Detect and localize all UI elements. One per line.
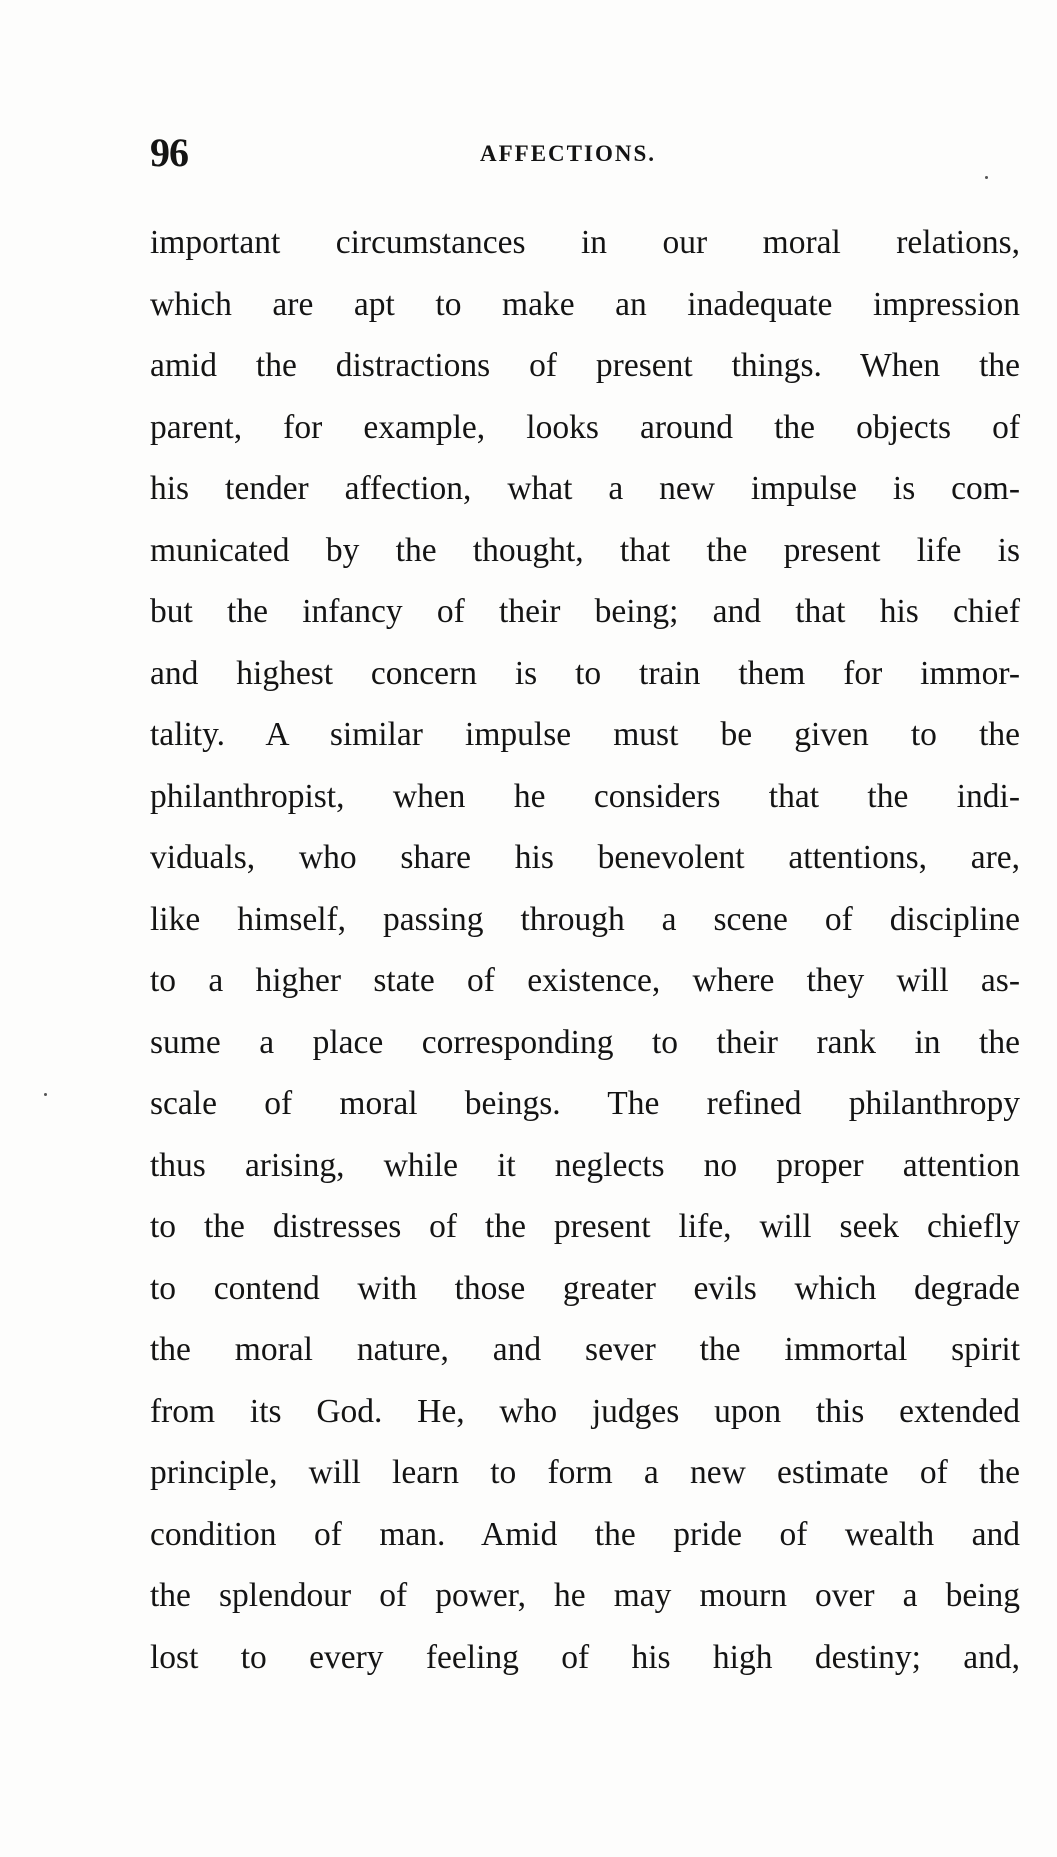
running-head: AFFECTIONS. [480,141,656,166]
text-line: like himself, passing through a scene of discipline [150,900,1020,938]
text-line: to contend with those greater evils which degrade [150,1269,1020,1307]
text-line: important circumstances in our moral relations, [150,224,1020,261]
text-line: lost to every feeling of his high destiny; and, [150,1638,1020,1676]
text-line: sume a place corresponding to their rank in the [150,1023,1020,1061]
page-number: 96 [150,130,188,175]
paper-speck [44,1093,47,1096]
page-header [150,128,1020,178]
text-line: to a higher state of existence, where they will as- [150,962,1020,999]
text-line: from its God. He, who judges upon this extended [150,1392,1020,1430]
text-line: the moral nature, and sever the immortal spirit [150,1331,1020,1368]
text-line: thus arising, while it neglects no proper attention [150,1146,1020,1184]
text-line: amid the distractions of present things. When the [150,347,1020,384]
text-line: viduals, who share his benevolent attentions, are, [150,839,1020,876]
text-line: principle, will learn to form a new estimate of the [150,1454,1020,1491]
text-line: condition of man. Amid the pride of wealth and [150,1515,1020,1553]
text-line: to the distresses of the present life, will seek chiefly [150,1208,1020,1245]
paper-speck [985,176,988,179]
text-line: and highest concern is to train them for immor- [150,654,1020,692]
text-line: tality. A similar impulse must be given to the [150,716,1020,753]
text-line: which are apt to make an inadequate impression [150,285,1020,323]
text-line: but the infancy of their being; and that his chief [150,593,1020,630]
text-line: municated by the thought, that the present life is [150,531,1020,569]
text-line: his tender affection, what a new impulse is com- [150,470,1020,507]
text-line: the splendour of power, he may mourn over a being [150,1577,1020,1614]
text-line: philanthropist, when he considers that the indi- [150,777,1020,815]
text-line: parent, for example, looks around the objects of [150,408,1020,446]
text-line: scale of moral beings. The refined philanthropy [150,1085,1020,1122]
body-text [150,212,1020,1688]
